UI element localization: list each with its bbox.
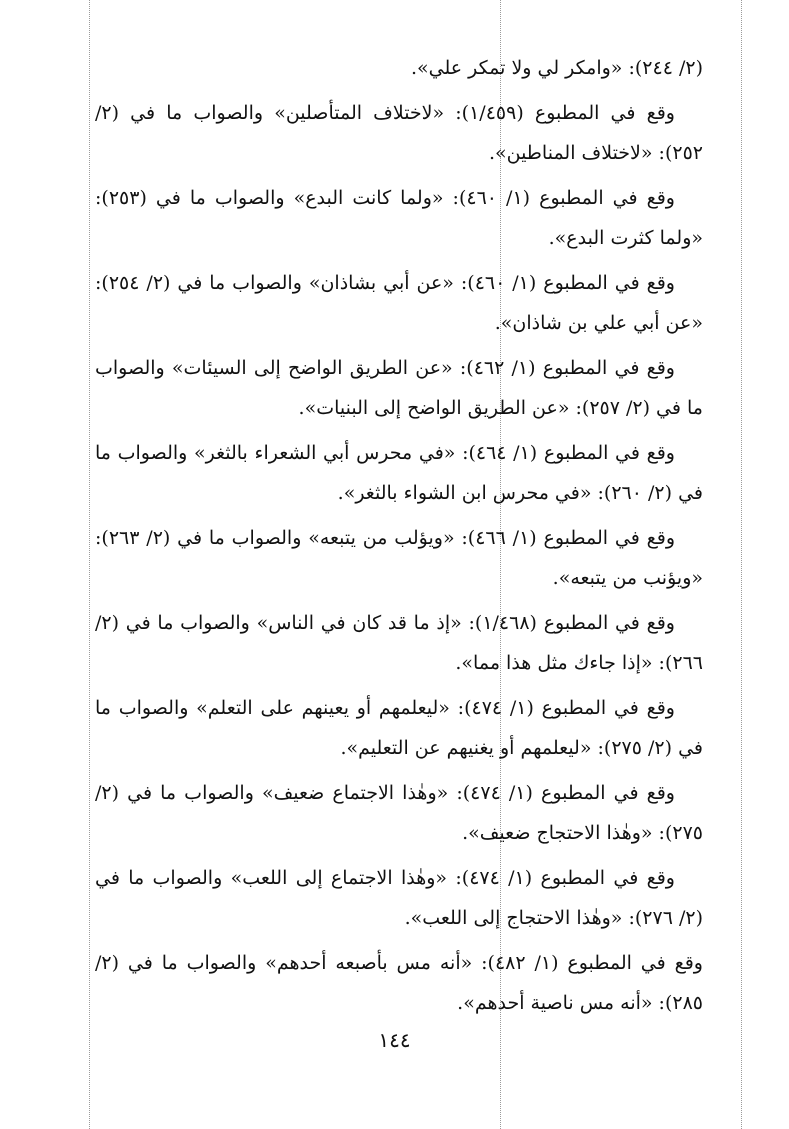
paragraph-10: وقع في المطبوع (١/ ٤٧٤): «وهٰذا الاجتماع ضعيف» والصواب ما في (٢/ ٢٧٥): «وهٰذا الاحتجاج ضعيف».	[95, 782, 703, 844]
paragraph-4: وقع في المطبوع (١/ ٤٦٠): «عن أبي بشاذان» والصواب ما في (٢/ ٢٥٤): «عن أبي علي بن شاذان».	[95, 272, 703, 334]
paragraph-12: وقع في المطبوع (١/ ٤٨٢): «أنه مس بأصبعه أحدهم» والصواب ما في (٢/ ٢٨٥): «أنه مس ناصية أحدهم».	[95, 952, 703, 1014]
paragraph-2: وقع في المطبوع (١/٤٥٩): «لاختلاف المتأصلين» والصواب ما في (٢/ ٢٥٢): «لاختلاف المناطين».	[95, 102, 703, 164]
paragraph-3: وقع في المطبوع (١/ ٤٦٠): «ولما كانت البدع» والصواب ما في (٢٥٣): «ولما كثرت البدع».	[95, 187, 703, 249]
paragraph-7: وقع في المطبوع (١/ ٤٦٦): «ويؤلب من يتبعه» والصواب ما في (٢/ ٢٦٣): «ويؤنب من يتبعه».	[95, 527, 703, 589]
paragraph-1: (٢/ ٢٤٤): «وامكر لي ولا تمكر علي».	[411, 57, 703, 79]
paragraph-5: وقع في المطبوع (١/ ٤٦٢): «عن الطريق الواضح إلى السيئات» والصواب ما في (٢/ ٢٥٧): «عن الطريق الواضح إلى البنيات».	[95, 357, 703, 419]
paragraph-9: وقع في المطبوع (١/ ٤٧٤): «ليعلمهم أو يعينهم على التعلم» والصواب ما في (٢/ ٢٧٥): «ليعلمهم أو يغنيهم عن التعليم».	[95, 697, 703, 759]
fold-line-left	[89, 0, 90, 1129]
fold-line-right	[741, 0, 742, 1129]
paragraph-8: وقع في المطبوع (١/٤٦٨): «إذ ما قد كان في الناس» والصواب ما في (٢/ ٢٦٦): «إذا جاءك مثل هذا مما».	[95, 612, 703, 674]
page-number: ١٤٤	[378, 1028, 411, 1052]
page-body	[95, 48, 703, 1028]
paragraph-6: وقع في المطبوع (١/ ٤٦٤): «في محرس أبي الشعراء بالثغر» والصواب ما في (٢/ ٢٦٠): «في محرس ابن الشواء بالثغر».	[95, 442, 703, 504]
paragraph-11: وقع في المطبوع (١/ ٤٧٤): «وهٰذا الاجتماع إلى اللعب» والصواب ما في (٢/ ٢٧٦): «وهٰذا الاحتجاج إلى اللعب».	[95, 867, 703, 929]
